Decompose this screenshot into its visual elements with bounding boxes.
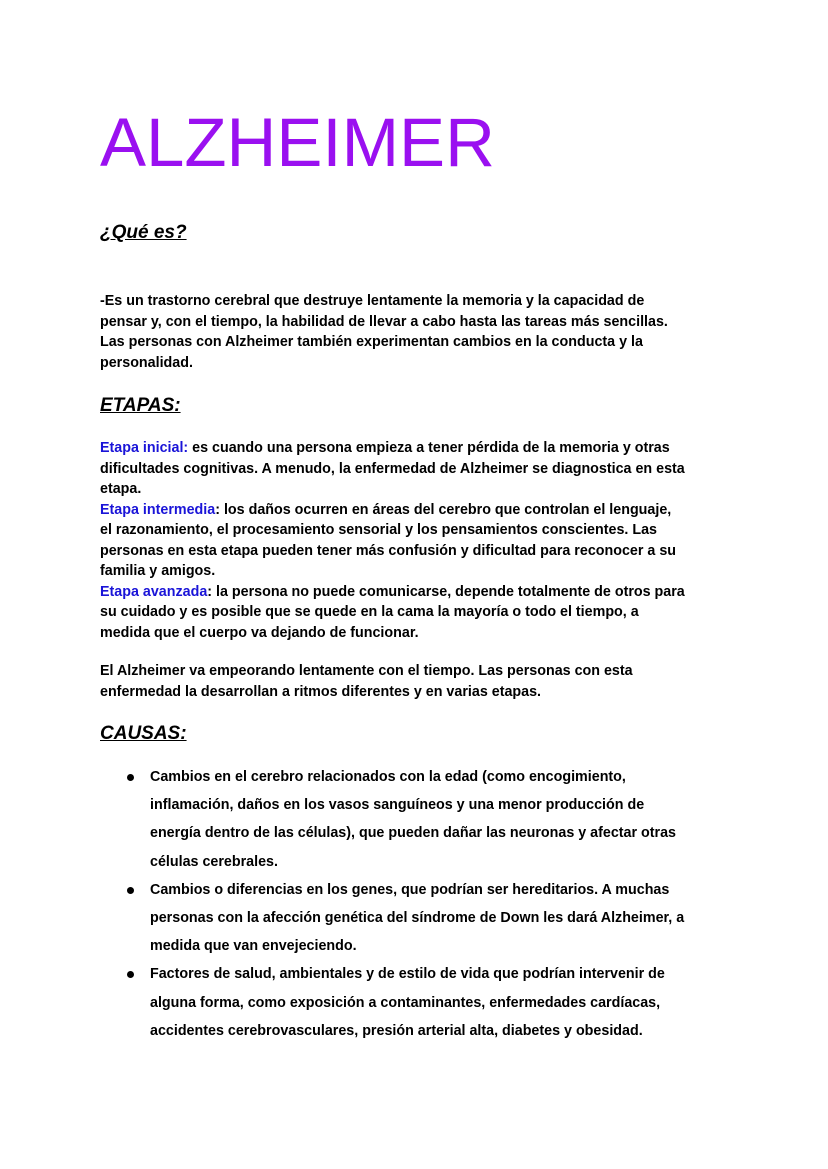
stage-inicial-text: es cuando una persona empieza a tener pérdida de la memoria y otras (188, 440, 670, 456)
list-item (100, 763, 740, 876)
bullet-icon (127, 887, 134, 894)
que-es-line: pensar y, con el tiempo, la habilidad de llevar a cabo hasta las tareas más sencillas. (100, 313, 668, 330)
list-item-line: energía dentro de las células), que pueden dañar las neuronas y afectar otras (150, 825, 676, 842)
list-item (100, 876, 740, 961)
bullet-icon (127, 774, 134, 781)
etapas-summary-paragraph (100, 661, 732, 702)
etapas-heading: ETAPAS: (100, 395, 181, 416)
que-es-paragraph (100, 291, 732, 373)
stage-avanzada-label: Etapa avanzada (100, 583, 208, 600)
summary-line: enfermedad la desarrollan a ritmos diferentes y en varias etapas. (100, 683, 542, 700)
que-es-line: personalidad. (100, 354, 193, 371)
stage-avanzada-line: medida que el cuerpo va dejando de funcionar. (100, 624, 419, 641)
stage-avanzada-first-line (100, 582, 732, 603)
list-item-line: Cambios o diferencias en los genes, que podrían ser hereditarios. A muchas (150, 881, 670, 898)
causas-list (100, 763, 740, 1045)
bullet-icon (127, 971, 134, 978)
stage-intermedia-label: Etapa intermedia (100, 501, 216, 518)
causas-heading: CAUSAS: (100, 723, 187, 744)
list-item (100, 960, 740, 1045)
summary-line: El Alzheimer va empeorando lentamente con el tiempo. Las personas con esta (100, 663, 633, 679)
stage-inicial-line: dificultades cognitivas. A menudo, la enfermedad de Alzheimer se diagnostica en esta (100, 460, 685, 477)
etapas-paragraph (100, 438, 732, 643)
stage-inicial-first-line (100, 438, 732, 459)
stage-inicial-line: etapa. (100, 481, 142, 497)
list-item-line: personas con la afección genética del síndrome de Down les dará Alzheimer, a (150, 910, 685, 927)
stage-avanzada-line: su cuidado y es posible que se quede en la cama la mayoría o todo el tiempo, a (100, 604, 639, 620)
list-item-line: Factores de salud, ambientales y de estilo de vida que podrían intervenir de (150, 966, 665, 983)
list-item-line: accidentes cerebrovasculares, presión arterial alta, diabetes y obesidad. (150, 1022, 643, 1039)
stage-intermedia-first-line (100, 500, 732, 521)
que-es-line: -Es un trastorno cerebral que destruye lentamente la memoria y la capacidad de (100, 293, 645, 309)
list-item-line: medida que van envejeciendo. (150, 938, 357, 955)
list-item-line: células cerebrales. (150, 853, 278, 870)
que-es-heading: ¿Qué es? (100, 222, 187, 243)
list-item-line: Cambios en el cerebro relacionados con la edad (como encogimiento, (150, 769, 626, 785)
stage-intermedia-line: personas en esta etapa pueden tener más confusión y dificultad para reconocer a su (100, 542, 677, 559)
list-item-line: inflamación, daños en los vasos sanguíneos y una menor producción de (150, 797, 645, 814)
list-item-line: alguna forma, como exposición a contaminantes, enfermedades cardíacas, (150, 994, 661, 1011)
stage-avanzada-text: : la persona no puede comunicarse, depende totalmente de otros para (207, 583, 685, 600)
que-es-line: Las personas con Alzheimer también experimentan cambios en la conducta y la (100, 334, 643, 350)
stage-inicial-label: Etapa inicial: (100, 440, 189, 456)
stage-intermedia-line: el razonamiento, el procesamiento sensorial y los pensamientos conscientes. Las (100, 522, 657, 538)
stage-intermedia-text: : los daños ocurren en áreas del cerebro que controlan el lenguaje, (215, 501, 672, 518)
page-title: ALZHEIMER (100, 104, 495, 181)
stage-intermedia-line: familia y amigos. (100, 563, 216, 579)
